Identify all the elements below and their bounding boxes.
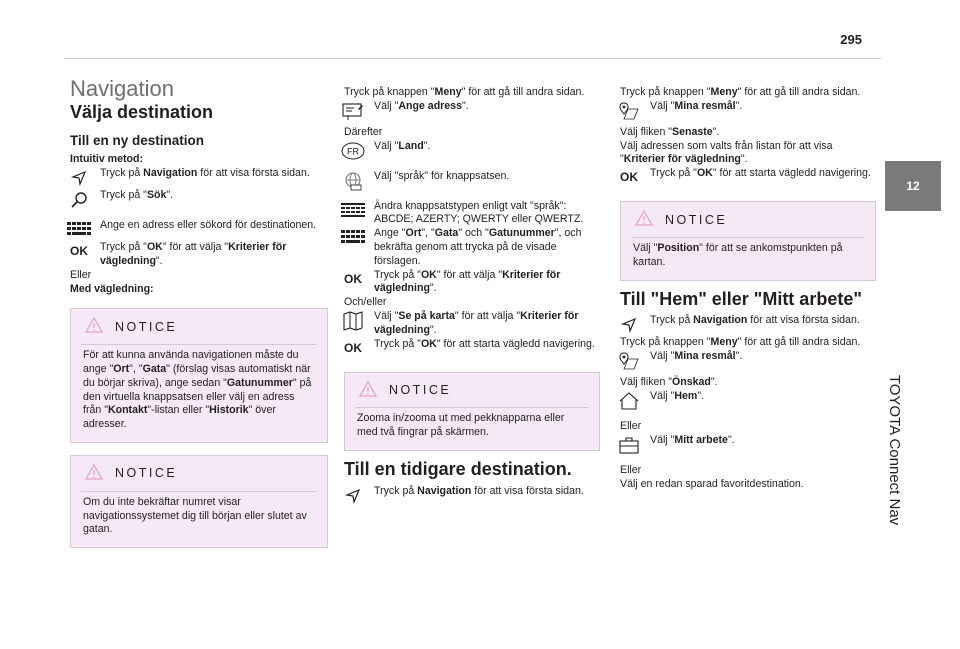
- notice-box-3: [344, 372, 600, 451]
- page-title: Navigation: [70, 76, 174, 101]
- warning-triangle-icon: [85, 464, 103, 485]
- select-address-text: Välj adressen som valts från listan för att visa "Kriterier för vägledning".: [620, 139, 833, 166]
- tab-favorite-text: Välj fliken "Önskad".: [620, 376, 718, 389]
- ok-icon: OK: [344, 340, 362, 355]
- ocheller-text: Och/eller: [344, 296, 387, 309]
- column-1: [70, 76, 328, 560]
- header-divider: [64, 58, 881, 59]
- tab-recent-text: Välj fliken "Senaste".: [620, 125, 720, 138]
- notice-text: För att kunna använda navigationen måste du ange "Ort", "Gata" (förslag visas automatiskt när du börjar skriva), ange sedan "Gatunummer" på den virtuella knappsatsen eller välj en adress från "Kontakt"-listan eller "Historik" över adresser.: [83, 349, 312, 431]
- eller-text: Eller: [620, 463, 642, 476]
- section-title: Välja destination: [70, 101, 214, 122]
- notice-text: Om du inte bekräftar numret visar navigationssystemet dig till början eller slutet av gatan.: [83, 495, 307, 536]
- keypad-icon: [338, 200, 368, 222]
- intro-menu: Tryck på knappen "Meny" för att gå till andra sidan.: [620, 86, 861, 98]
- warning-triangle-icon: [359, 381, 377, 402]
- map-icon: [338, 310, 368, 332]
- favorite-destinations-icon: [614, 350, 644, 372]
- step-enter-address: Välj "Ange adress".: [344, 100, 600, 122]
- navigation-arrow-icon: [614, 314, 644, 336]
- step-navigation: Tryck på Navigation för att visa första sidan.: [620, 314, 876, 336]
- ok-icon: OK: [70, 244, 88, 259]
- chapter-title: TOYOTA Connect Nav: [886, 374, 903, 526]
- section-title: Till en tidigare destination.: [344, 458, 572, 479]
- ok-icon: OK: [344, 271, 362, 286]
- favorite-destinations-icon: [614, 100, 644, 122]
- briefcase-icon: [614, 434, 644, 456]
- intro-menu: Tryck på knappen "Meny" för att gå till andra sidan.: [344, 86, 585, 98]
- step-keypad-type: Ändra knappsatstypen enligt valt "språk": ABCDE; AZERTY; QWERTY eller QWERTZ.: [344, 200, 600, 228]
- notice-title: NOTICE: [665, 212, 728, 227]
- notice-box-1: [70, 308, 328, 443]
- notice-text: Zooma in/zooma ut med pekknapparna eller med två fingrar på skärmen.: [357, 412, 565, 439]
- notice-title: NOTICE: [115, 466, 178, 481]
- notice-text: Välj "Position" för att se ankomstpunkten på kartan.: [633, 241, 843, 268]
- step-navigation: Tryck på Navigation för att visa första sidan.: [70, 167, 328, 189]
- darefter-text: Därefter: [344, 125, 383, 138]
- navigation-arrow-icon: [64, 167, 94, 189]
- step-ok-criteria: OK Tryck på "OK" för att välja "Kriterier för vägledning".: [70, 241, 328, 269]
- notice-box-2: [70, 455, 328, 548]
- column-3: [620, 86, 876, 491]
- search-icon: [64, 189, 94, 211]
- intro-menu: Tryck på knappen "Meny" för att gå till andra sidan.: [620, 336, 861, 349]
- step-search: Tryck på "Sök".: [70, 189, 328, 211]
- step-navigation: Tryck på Navigation för att visa första sidan.: [344, 485, 600, 507]
- notice-title: NOTICE: [115, 319, 178, 334]
- keypad-icon: [338, 227, 368, 249]
- home-icon: [614, 390, 644, 412]
- column-2: [344, 86, 600, 507]
- step-my-destinations: Välj "Mina resmål".: [620, 100, 876, 122]
- favorite-text: Välj en redan sparad favoritdestination.: [620, 477, 804, 490]
- notice-title: NOTICE: [389, 383, 452, 398]
- notice-box-4: [620, 201, 876, 280]
- chapter-tab[interactable]: [885, 161, 941, 211]
- address-entry-icon: [338, 100, 368, 122]
- step-enter-address: Ange en adress eller sökord för destinationen.: [70, 219, 328, 241]
- country-code-icon: [338, 140, 368, 162]
- svg-text:FR: FR: [347, 146, 359, 157]
- warning-triangle-icon: [85, 317, 103, 338]
- eller-text: Eller: [70, 268, 92, 281]
- navigation-arrow-icon: [338, 485, 368, 507]
- eller-text: Eller: [620, 419, 642, 432]
- step-ok-criteria: OK Tryck på "OK" för att välja "Kriterier för vägledning".: [344, 269, 600, 297]
- step-home: Välj "Hem".: [620, 390, 876, 412]
- step-enter-city-street: Ange "Ort", "Gata" och "Gatunummer", och bekräfta genom att trycka på de visade förslagen.: [344, 227, 600, 268]
- chapter-number: 12: [906, 179, 920, 193]
- page-number: 295: [840, 32, 862, 47]
- intuitive-label: Intuitiv metod:: [70, 153, 143, 166]
- step-work: Välj "Mitt arbete".: [620, 434, 876, 456]
- section-title: Till "Hem" eller "Mitt arbete": [620, 288, 862, 309]
- keypad-icon: [64, 219, 94, 241]
- warning-triangle-icon: [635, 210, 653, 231]
- step-ok-start: OK Tryck på "OK" för att starta vägledd navigering.: [620, 167, 876, 189]
- ok-icon: OK: [620, 170, 638, 185]
- step-ok-start: OK Tryck på "OK" för att starta vägledd navigering.: [344, 338, 600, 360]
- subsection-title: Till en ny destination: [70, 132, 205, 148]
- guided-label: Med vägledning:: [70, 282, 154, 295]
- step-my-destinations: Välj "Mina resmål".: [620, 350, 876, 372]
- step-see-map: Välj "Se på karta" för att välja "Kriterier för vägledning".: [344, 310, 600, 338]
- step-country: FR Välj "Land".: [344, 140, 600, 162]
- step-language: Välj "språk" för knappsatsen.: [344, 170, 600, 192]
- language-icon: [338, 170, 368, 192]
